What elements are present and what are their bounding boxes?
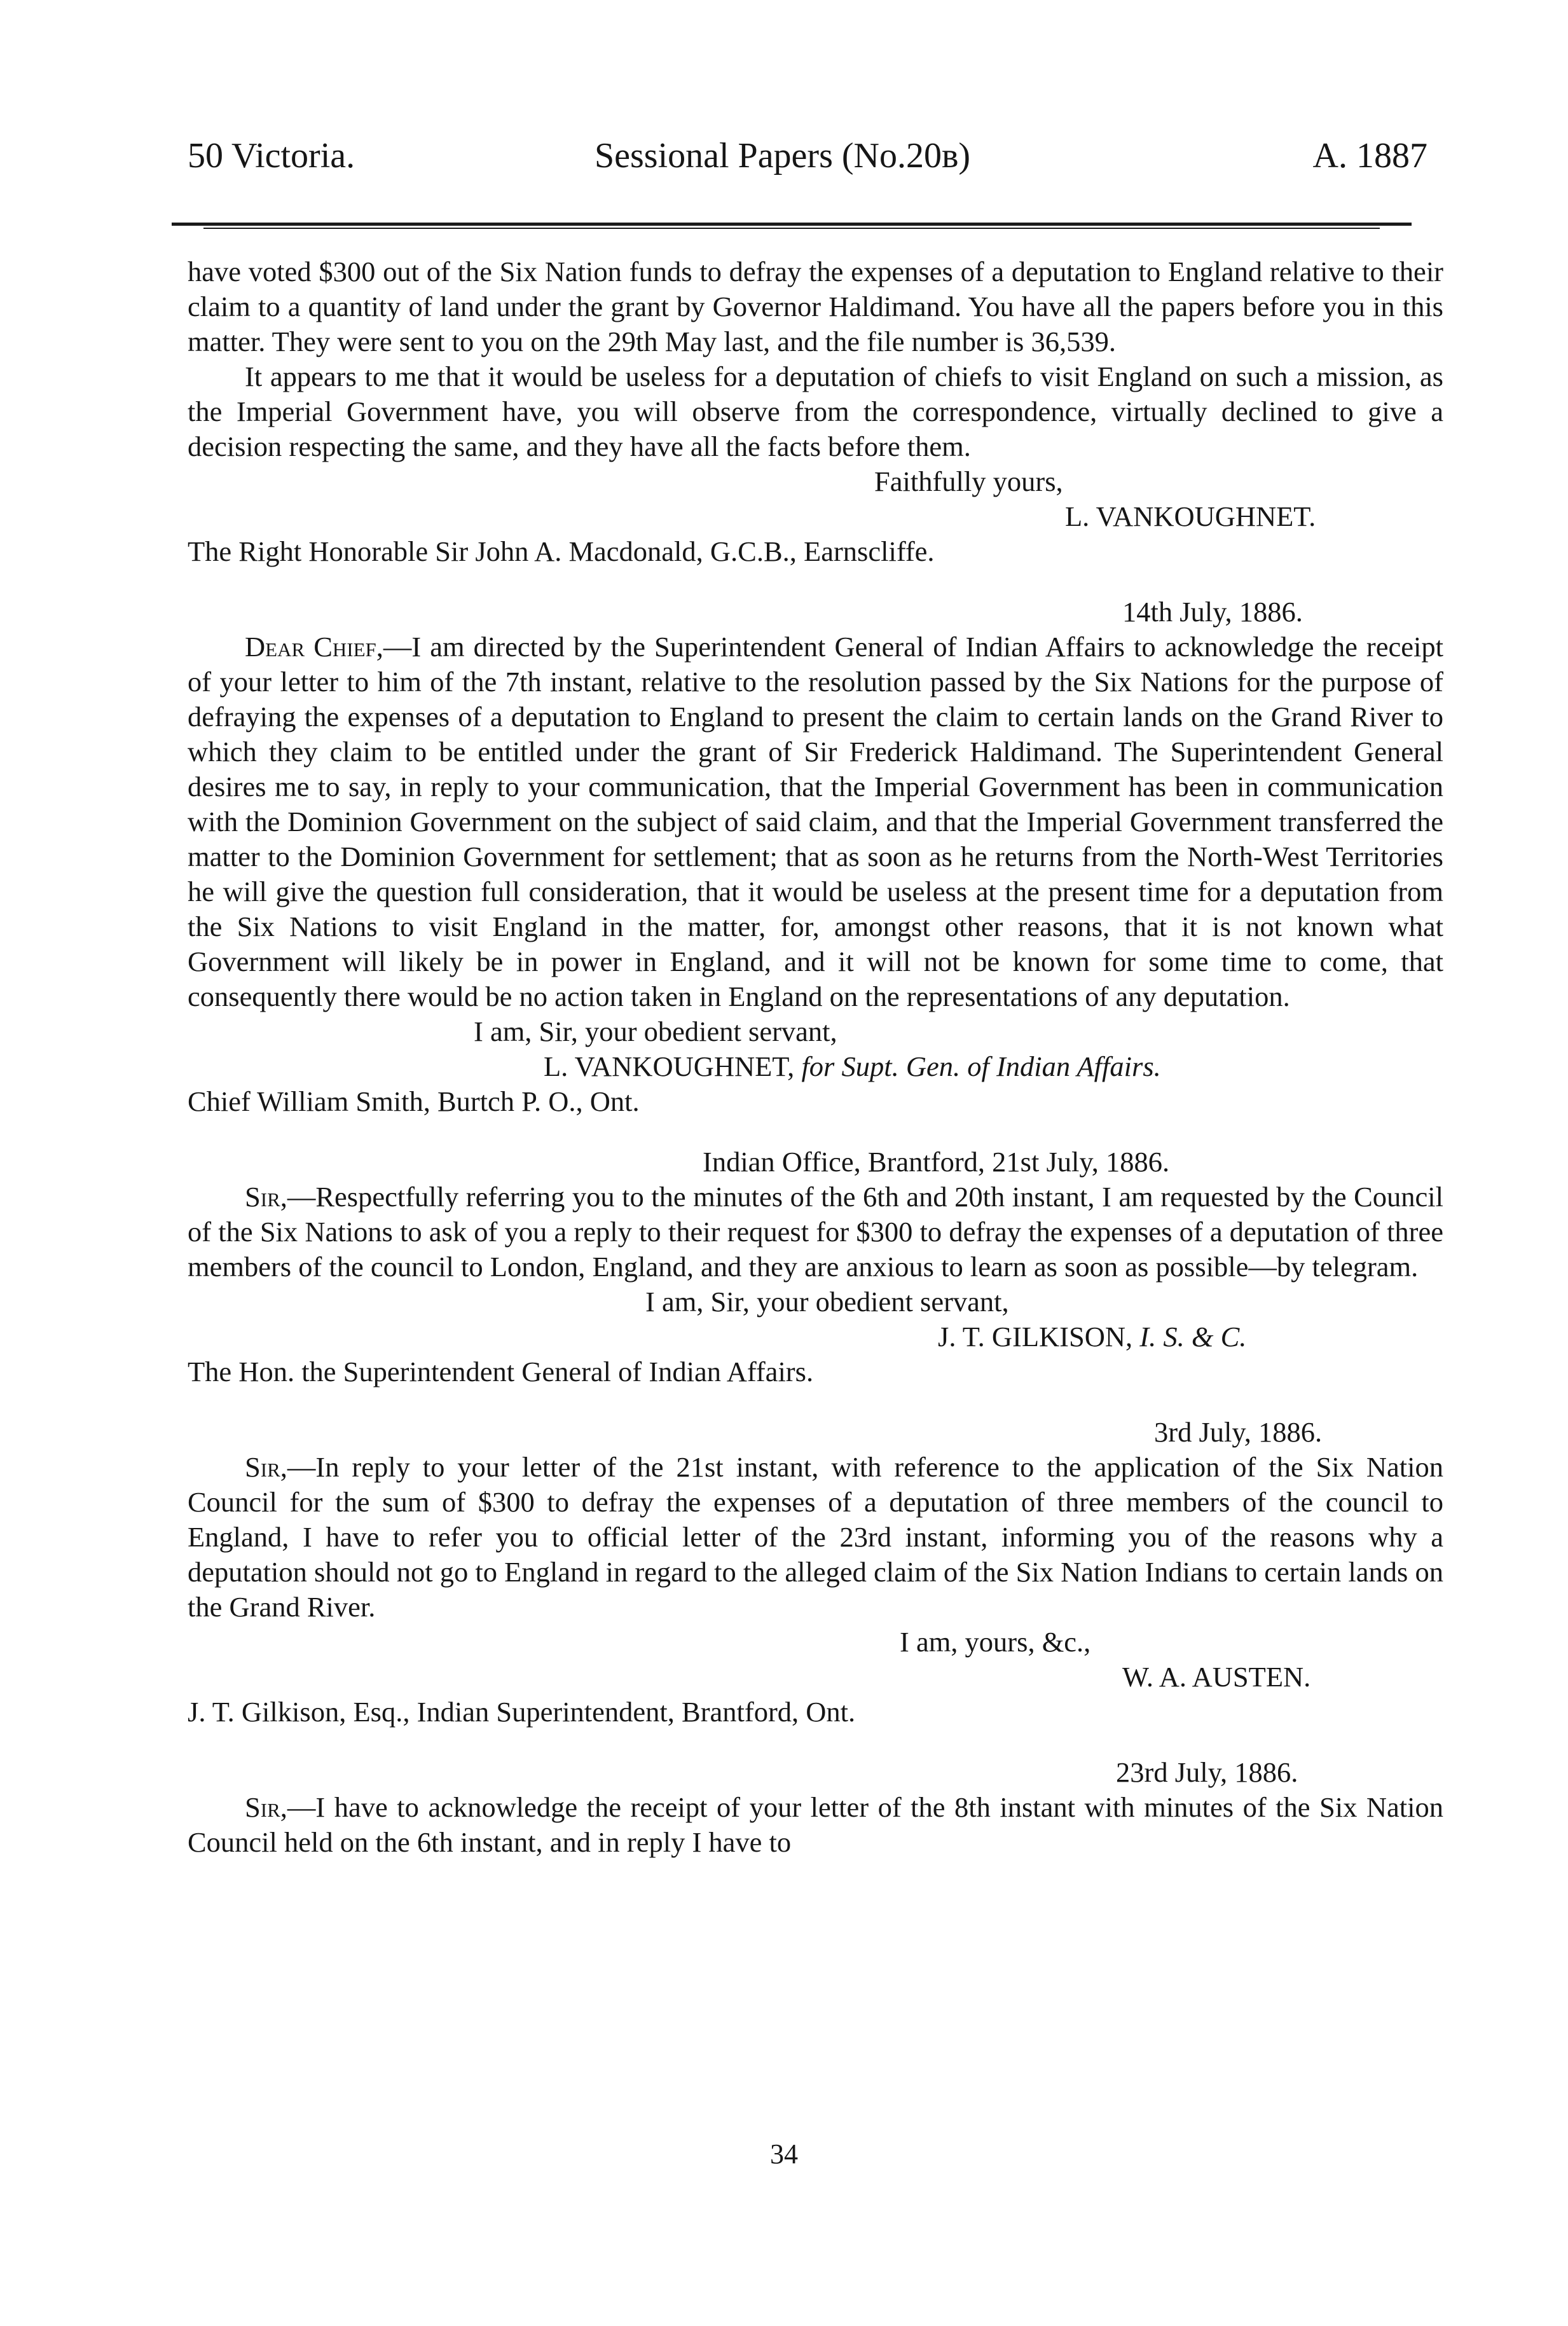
letter3-signature-title: I. S. & C.: [1139, 1321, 1247, 1352]
letter4-date: 3rd July, 1886.: [1154, 1416, 1323, 1448]
letter3-signature-line: [188, 1319, 1443, 1354]
letter2-signature-line: [188, 1049, 1443, 1084]
letter2-body: [188, 630, 1443, 1014]
header-rule: [172, 223, 1412, 226]
letter3-addressee: The Hon. the Superintendent General of Indian Affairs.: [188, 1356, 814, 1387]
letter2-date: 14th July, 1886.: [1122, 596, 1303, 628]
header-rule-thin: [203, 228, 1380, 229]
header-volume: 50 Victoria.: [188, 136, 355, 175]
letter4-addressee: J. T. Gilkison, Esq., Indian Superintendent, Brantford, Ont.: [188, 1696, 856, 1728]
header-year: A. 1887: [1312, 136, 1427, 175]
running-header: [188, 130, 1427, 181]
letter1-paragraph-1: have voted $300 out of the Six Nation funds to defray the expenses of a deputation to England relative to their claim to a quantity of land under the grant by Governor Haldimand. You have all the papers before you in this matter. They were sent to you on the 29th May last, and the file number is 36,539.: [188, 256, 1443, 357]
letter1-closing: Faithfully yours,: [874, 465, 1063, 497]
letter5-text: —I have to acknowledge the receipt of your letter of the 8th instant with minutes of the Six Nation Council held on the 6th instant, and in reply I have to: [188, 1791, 1443, 1858]
letter2-signature: L. VANKOUGHNET,: [544, 1050, 795, 1082]
letter4-signature: W. A. AUSTEN.: [1122, 1661, 1311, 1693]
letter1-signature: L. VANKOUGHNET.: [1065, 500, 1316, 532]
letter4-closing: I am, yours, &c.,: [900, 1626, 1091, 1658]
letter2-signature-title: for Supt. Gen. of Indian Affairs.: [801, 1050, 1161, 1082]
header-title: Sessional Papers (No.20в): [595, 136, 971, 175]
document-body: [188, 254, 1443, 1860]
page-number: 34: [770, 2138, 798, 2170]
letter3-salutation: Sir,: [245, 1181, 287, 1213]
letter1-addressee: The Right Honorable Sir John A. Macdonald, G.C.B., Earnscliffe.: [188, 535, 935, 567]
letter2-text: —I am directed by the Superintendent General of Indian Affairs to acknowledge the receipt of your letter to him of the 7th instant, relative to the resolution passed by the Six Nations for the purpose of defraying the expenses of a deputation to England to present the claim to certain lands on the Grand River to which they claim to be entitled under the grant of Sir Frederick Haldimand. The Superintendent General desires me to say, in reply to your communication, that the Imperial Government has been in communication with the Dominion Government on the subject of said claim, and that the Imperial Government transferred the matter to the Dominion Government for settlement; that as soon as he returns from the North-West Territories he will give the question full consideration, that it would be useless at the present time for a deputation from the Six Nations to visit England in the matter, for, amongst other reasons, that it is not known what Government will likely be in power in England, and it will not be known for some time to come, that consequently there would be no action taken in England on the representations of any deputation.: [188, 631, 1443, 1012]
letter3-signature: J. T. GILKISON,: [938, 1321, 1133, 1352]
letter2-closing: I am, Sir, your obedient servant,: [474, 1015, 837, 1047]
letter1-paragraph-2: It appears to me that it would be useless for a deputation of chiefs to visit England on such a mission, as the Imperial Government have, you will observe from the correspondence, virtually declined to give a decision respecting the same, and they have all the facts before them.: [188, 361, 1443, 462]
letter5-salutation: Sir,: [245, 1791, 287, 1823]
letter5-body: [188, 1790, 1443, 1860]
letter3-body: [188, 1180, 1443, 1284]
letter5-date: 23rd July, 1886.: [1116, 1756, 1298, 1788]
letter4-salutation: Sir,: [245, 1451, 287, 1483]
letter3-dateline: Indian Office, Brantford, 21st July, 1886.: [703, 1146, 1170, 1178]
letter3-text: —Respectfully referring you to the minutes of the 6th and 20th instant, I am requested by the Council of the Six Nations to ask of you a reply to their request for $300 to defray the expenses of a deputation of three members of the council to London, England, and they are anxious to learn as soon as possible—by telegram.: [188, 1181, 1443, 1283]
letter4-text: —In reply to your letter of the 21st instant, with reference to the application of the Six Nation Council for the sum of $300 to defray the expenses of a deputation of three members of the council to England, I have to refer you to official letter of the 23rd instant, informing you of the reasons why a deputation should not go to England in regard to the alleged claim of the Six Nation Indians to certain lands on the Grand River.: [188, 1451, 1443, 1623]
letter2-addressee: Chief William Smith, Burtch P. O., Ont.: [188, 1085, 640, 1117]
letter4-body: [188, 1450, 1443, 1625]
letter3-closing: I am, Sir, your obedient servant,: [645, 1286, 1009, 1318]
letter2-salutation: Dear Chief,: [245, 631, 383, 663]
